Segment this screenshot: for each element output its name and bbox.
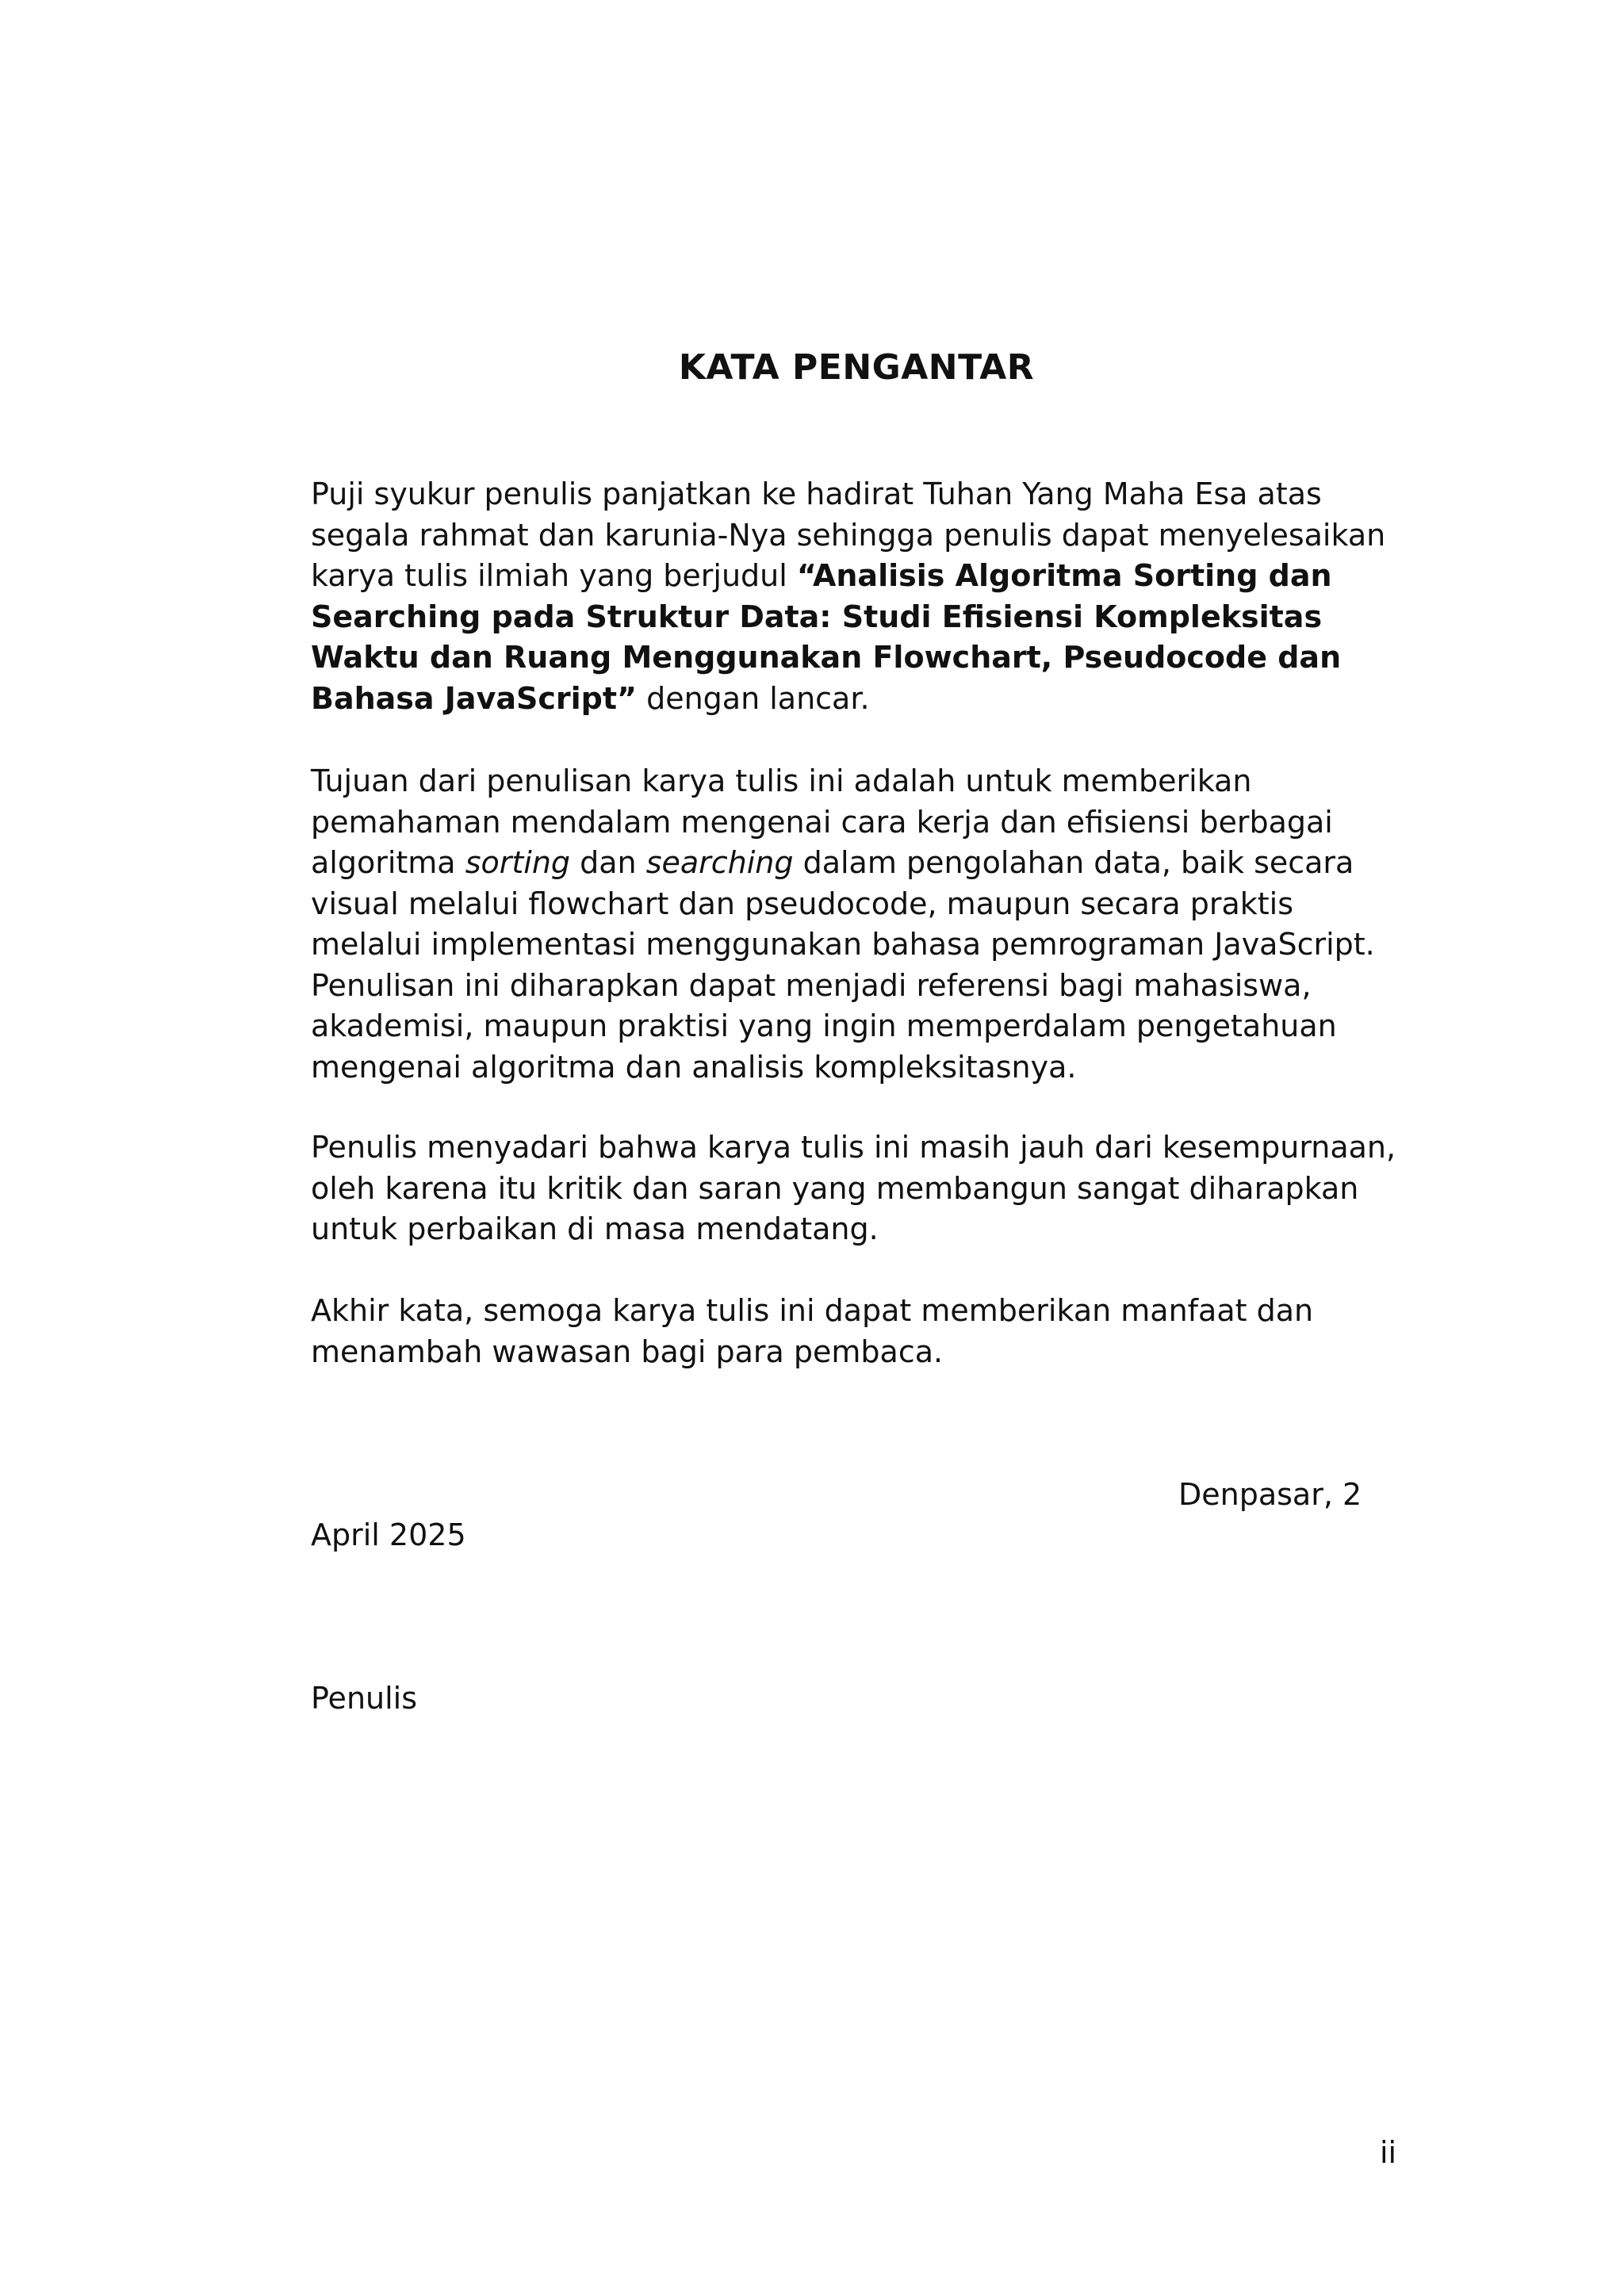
- paragraph-purpose-part2: dan: [570, 845, 646, 880]
- page-number: ii: [1380, 2135, 1397, 2170]
- paragraph-closing: Akhir kata, semoga karya tulis ini dapat memberikan manfaat dan menambah wawasan bagi para pembaca.: [311, 1293, 1314, 1369]
- work-title: “Analisis Algoritma Sorting dan Searching pada Struktur Data: Studi Efisiensi Kompleksitas Waktu dan Ruang Menggunakan Flowchart, Pseudocode dan Bahasa JavaScript”: [311, 558, 1342, 716]
- paragraph-acknowledgement: Penulis menyadari bahwa karya tulis ini masih jauh dari kesempurnaan, oleh karena itu kritik dan saran yang membangun sangat diharapkan untuk perbaikan di masa mendatang.: [311, 1130, 1396, 1246]
- paragraph-opening: [311, 474, 1405, 719]
- paragraph-opening-intro: Puji syukur penulis panjatkan ke hadirat Tuhan Yang Maha Esa atas segala rahmat dan karunia-Nya sehingga penulis dapat menyelesaikan karya tulis ilmiah yang berjudul: [311, 476, 1386, 593]
- signature-date: April 2025: [311, 1517, 466, 1552]
- paragraph-opening-outro: dengan lancar.: [637, 680, 870, 716]
- page-title: KATA PENGANTAR: [678, 347, 1035, 388]
- signature-author: Penulis: [311, 1681, 418, 1716]
- term-searching: searching: [645, 845, 794, 880]
- signature-place: Denpasar, 2: [1178, 1477, 1362, 1512]
- paragraph-purpose: [311, 761, 1405, 1088]
- term-sorting: sorting: [465, 845, 571, 880]
- paragraph-purpose-part1: Tujuan dari penulisan karya tulis ini adalah untuk memberikan pemahaman mendalam mengenai cara kerja dan efisiensi berbagai algoritma: [311, 763, 1333, 880]
- paragraph-purpose-part3: dalam pengolahan data, baik secara visual melalui flowchart dan pseudocode, maupun secara praktis melalui implementasi menggunakan bahasa pemrograman JavaScript. Penulisan ini diharapkan dapat menjadi referensi bagi mahasiswa, akademisi, maupun praktisi yang ingin memperdalam pengetahuan mengenai algoritma dan analisis kompleksitasnya.: [311, 845, 1375, 1085]
